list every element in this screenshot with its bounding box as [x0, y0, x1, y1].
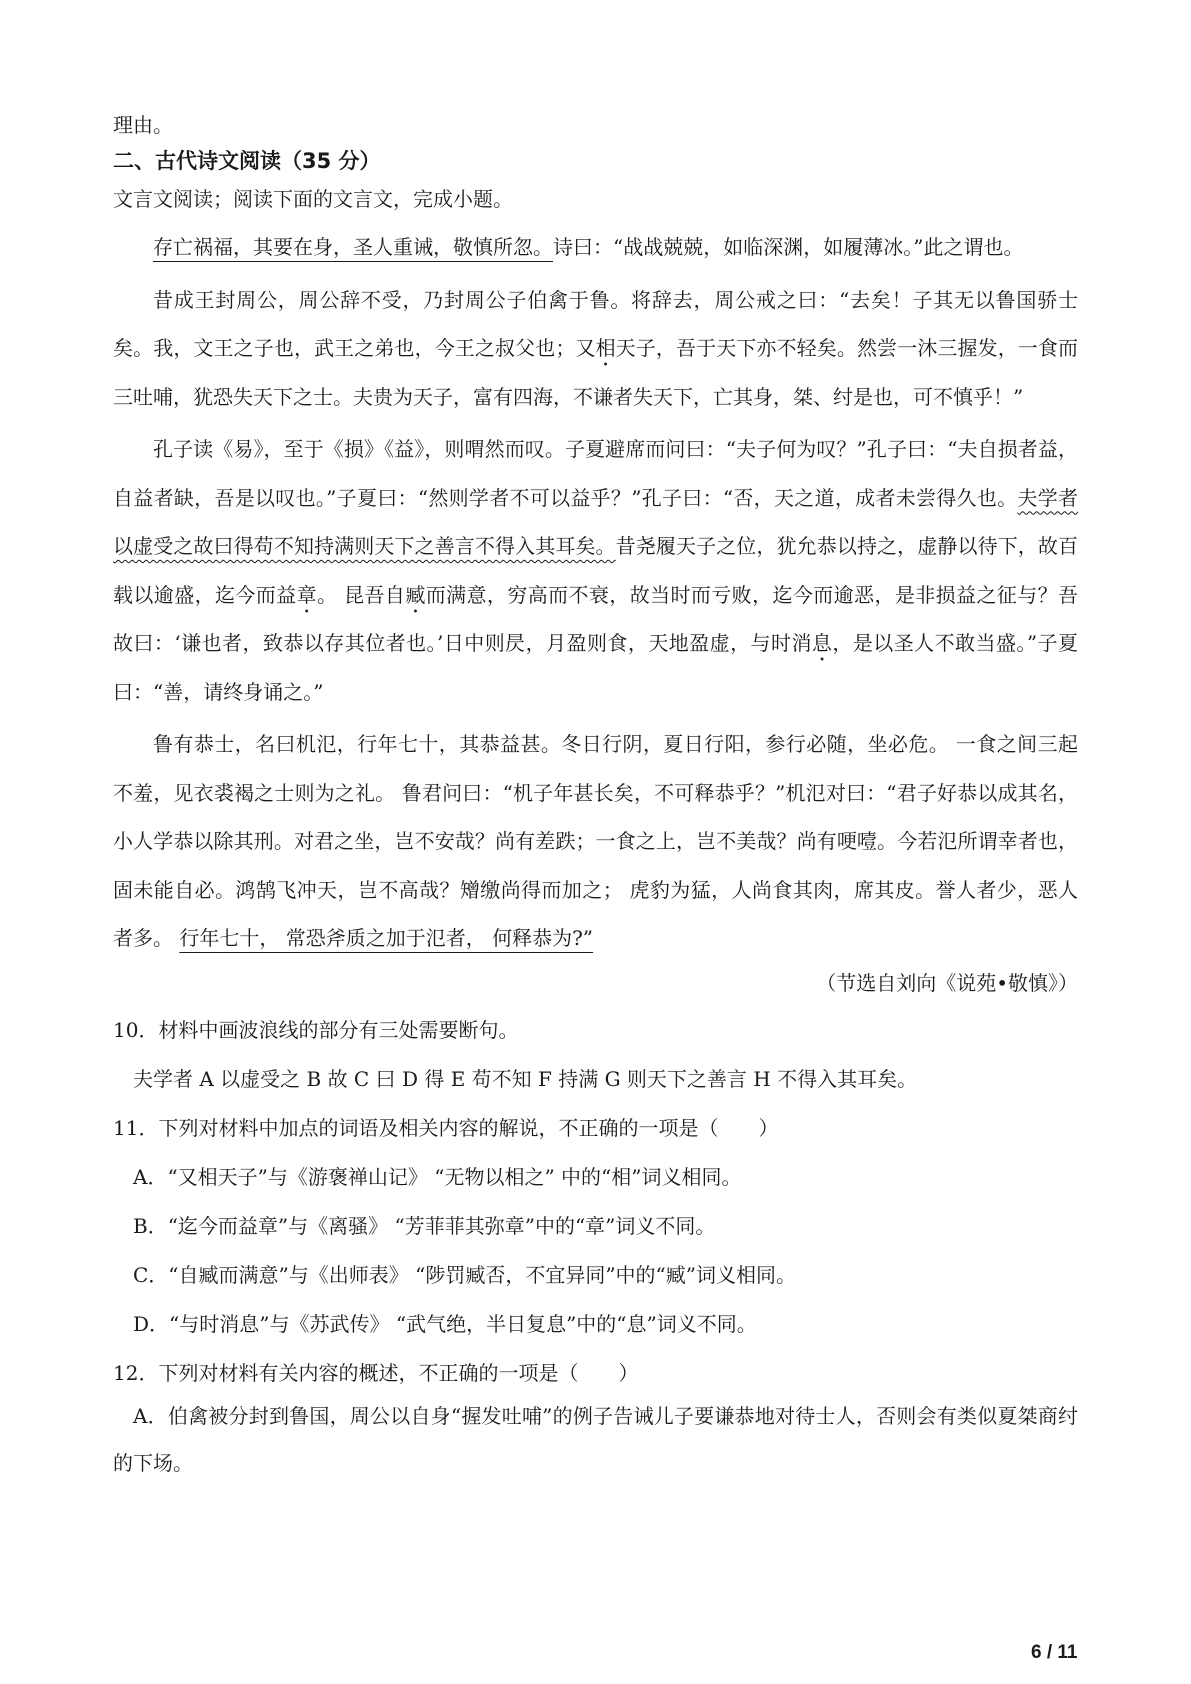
dotted-char-xi: 息 [811, 631, 833, 655]
section-heading: 二、古代诗文阅读（35 分） [113, 149, 381, 173]
passage-paragraph-1: 存亡祸福，其要在身，圣人重诫，敬慎所忽。诗曰：“战战兢兢，如临深渊，如履薄冰。”此之谓也。 [153, 235, 1024, 259]
dotted-char-zang: 臧 [405, 582, 426, 607]
question-11-option-d: D．“与时消息”与《苏武传》 “武气绝，半日复息”中的“息”词义不同。 [133, 1311, 757, 1336]
passage-paragraph-3: 孔子读《易》，至于《损》《益》，则喟然而叹。子夏避席而问曰：“夫子何为叹？”孔子曰：“夫自损者益，自益者缺，吾是以叹也。”子夏曰：“然则学者不可以益乎？”孔子曰：“否，天之道，成者未尝得久也。夫学者以虚受之故曰得苟不知持满则天下之善言不得入其耳矣。昔尧履天子之位，犹允恭以持之，虚静以待下，故百载以逾盛，迄今而益章。 昆吾自臧而满意，穷高而不衰，故当时而亏败，迄今而逾恶，是非损益之征与？吾故曰：‘谦也者，致恭以存其位者也。’日中则昃，月盈则食，天地盈虚，与时消息，是以圣人不敢当盛。”子夏曰：“善，请终身诵之。” [113, 437, 1079, 704]
question-12-stem: 12．下列对材料有关内容的概述，不正确的一项是（ ） [113, 1360, 639, 1385]
question-10-line: 夫学者 A 以虚受之 B 故 C 曰 D 得 E 苟不知 F 持满 G 则天下之善言 H 不得入其耳矣。 [133, 1066, 918, 1091]
top-fragment: 理由。 [113, 113, 173, 137]
dotted-char-xiang: 相 [595, 336, 616, 360]
page-number: 6 / 11 [1031, 1642, 1078, 1663]
passage-paragraph-2: 昔成王封周公，周公辞不受，乃封周公子伯禽于鲁。将辞去，周公戒之曰：“去矣！子其无以鲁国骄士矣。我，文王之子也，武王之弟也，今王之叔父也；又相天子，吾于天下亦不轻矣。然尝一沐三握发，一食而三吐哺，犹恐失天下之士。夫贵为天子，富有四海，不谦者失天下，亡其身，桀、纣是也，可不慎乎！” [113, 287, 1079, 409]
question-11-option-a: A．“又相天子”与《游褒禅山记》 “无物以相之” 中的“相”词义相同。 [133, 1164, 742, 1189]
underlined-sentence: 存亡祸福，其要在身，圣人重诫，敬慎所忽。 [153, 235, 553, 259]
question-11-option-b: B．“迄今而益章”与《离骚》 “芳菲菲其弥章”中的“章”词义不同。 [133, 1213, 716, 1238]
question-12-option-a: A．伯禽被分封到鲁国，周公以自身“握发吐哺”的例子告诫儿子要谦恭地对待士人，否则会有类似夏桀商纣的下场。 [113, 1403, 1078, 1475]
dotted-char-zhang: 章 [296, 582, 317, 607]
intro-text: 文言文阅读；阅读下面的文言文，完成小题。 [113, 187, 513, 211]
passage-paragraph-4: 鲁有恭士，名曰机氾，行年七十，其恭益甚。冬日行阴，夏日行阳，参行必随，坐必危。 一食之间三起不羞，见衣裘褐之士则为之礼。 鲁君问曰：“机子年甚长矣，不可释恭乎？”机氾对曰：“君子好恭以成其名，小人学恭以除其刑。对君之坐，岂不安哉？尚有差跌；一食之上，岂不美哉？尚有哽噎。今若氾所谓幸者也，固未能自必。鸿鹄飞冲天，岂不高哉？矰缴尚得而加之； 虎豹为猛，人尚食其肉，席其皮。誉人者少，恶人者多。 行年七十， 常恐斧质之加于氾者， 何释恭为?” [113, 732, 1078, 950]
underlined-sentence-2: 行年七十， 常恐斧质之加于氾者， 何释恭为?” [179, 926, 594, 950]
question-10-stem: 10．材料中画波浪线的部分有三处需要断句。 [113, 1017, 519, 1042]
question-11-option-c: C．“自臧而满意”与《出师表》 “陟罚臧否，不宜异同”中的“臧”词义相同。 [133, 1262, 797, 1287]
wavy-underlined-sentence: 夫学者以虚受之故曰得苟不知持满则天下之善言不得入其耳矣。 [113, 485, 1078, 558]
document-body [113, 112, 1078, 1487]
question-11-stem: 11．下列对材料中加点的词语及相关内容的解说，不正确的一项是（ ） [113, 1115, 779, 1140]
source-citation: （节选自刘向《说苑•敬慎》） [816, 970, 1078, 995]
